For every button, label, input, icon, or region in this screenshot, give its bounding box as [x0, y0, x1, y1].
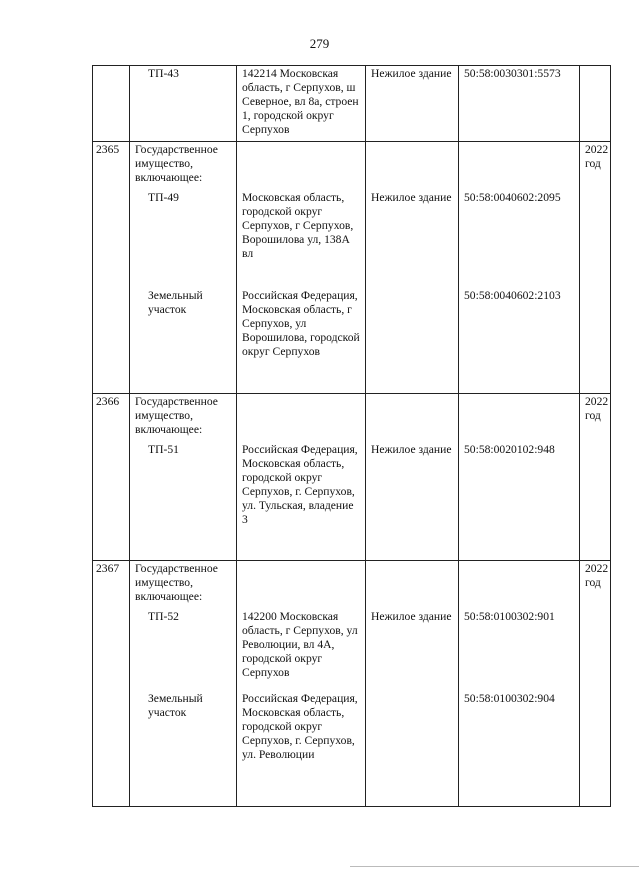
object-name: ТП-43 — [148, 67, 179, 80]
cadastral-number: 50:58:0100302:901 — [464, 610, 555, 623]
object-type-cell — [366, 142, 459, 394]
table-row — [93, 561, 611, 807]
cadastral-number: 50:58:0040602:2103 — [464, 289, 561, 302]
address-cell — [237, 561, 366, 807]
scan-edge-line — [350, 866, 639, 867]
row-number: 2366 — [93, 394, 130, 561]
cadastral-number: 50:58:0030301:5573 — [464, 67, 561, 80]
group-header: Государственное имущество, включающее: — [135, 143, 218, 184]
year-cell: 2022 год — [580, 561, 611, 807]
object-type: Нежилое здание — [371, 191, 452, 204]
object-type: Нежилое здание — [371, 443, 452, 456]
cadastral-cell — [459, 561, 580, 807]
page-number: 279 — [309, 36, 330, 51]
table-row — [93, 394, 611, 561]
object-name: Земельный участок — [148, 289, 203, 316]
object-name-cell — [130, 142, 237, 394]
object-address: Российская Федерация, Московская область, г Серпухов, ул Ворошилова, городской округ Серпухов — [242, 289, 360, 358]
object-address: 142200 Московская область, г Серпухов, ул Революции, вл 4А, городской округ Серпухов — [242, 610, 358, 679]
group-header: Государственное имущество, включающее: — [135, 562, 218, 603]
year-cell: 2022 год — [580, 394, 611, 561]
cadastral-number: 50:58:0020102:948 — [464, 443, 555, 456]
cadastral-cell — [459, 394, 580, 561]
object-name: ТП-49 — [148, 191, 179, 204]
group-header: Государственное имущество, включающее: — [135, 395, 218, 436]
cadastral-cell — [459, 142, 580, 394]
row-number: 2367 — [93, 561, 130, 807]
object-name-cell — [130, 561, 237, 807]
object-name-cell — [130, 66, 237, 142]
year-cell: 2022 год — [580, 142, 611, 394]
object-type-cell — [366, 66, 459, 142]
object-name: ТП-51 — [148, 443, 179, 456]
cadastral-number: 50:58:0040602:2095 — [464, 191, 561, 204]
cadastral-cell — [459, 66, 580, 142]
object-name: Земельный участок — [148, 692, 203, 719]
object-address: 142214 Московская область, г Серпухов, ш Северное, вл 8а, строен 1, городской округ Серпухов — [242, 67, 359, 136]
object-address: Российская Федерация, Московская область, городской округ Серпухов, г. Серпухов, ул. Революции — [242, 692, 358, 761]
row-number: 2365 — [93, 142, 130, 394]
year-cell — [580, 66, 611, 142]
address-cell — [237, 394, 366, 561]
object-type: Нежилое здание — [371, 610, 452, 623]
row-number — [93, 66, 130, 142]
address-cell — [237, 142, 366, 394]
table-row — [93, 66, 611, 142]
object-address: Российская Федерация, Московская область, городской округ Серпухов, г. Серпухов, ул. Тульская, владение 3 — [242, 443, 358, 526]
object-type: Нежилое здание — [371, 67, 452, 80]
property-registry-table — [92, 65, 611, 807]
object-name: ТП-52 — [148, 610, 179, 623]
object-name-cell — [130, 394, 237, 561]
object-type-cell — [366, 561, 459, 807]
address-cell — [237, 66, 366, 142]
table-row — [93, 142, 611, 394]
object-type-cell — [366, 394, 459, 561]
object-address: Московская область, городской округ Серпухов, г Серпухов, Ворошилова ул, 138А вл — [242, 191, 354, 260]
cadastral-number: 50:58:0100302:904 — [464, 692, 555, 705]
